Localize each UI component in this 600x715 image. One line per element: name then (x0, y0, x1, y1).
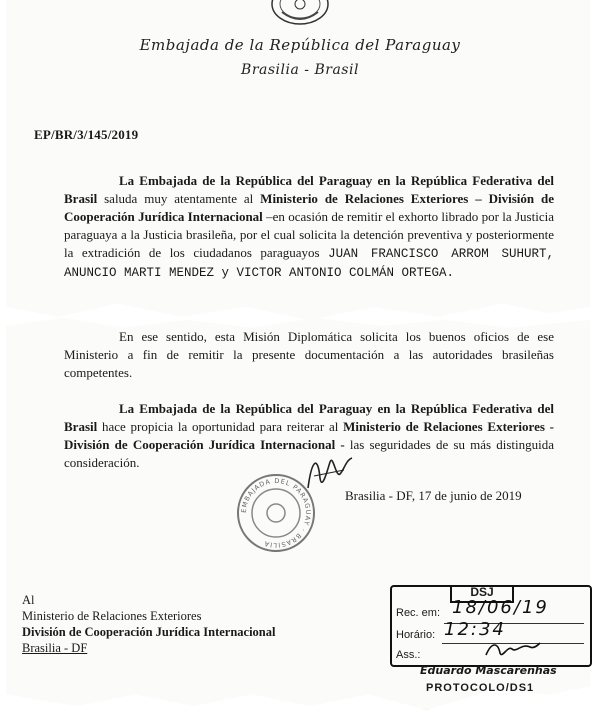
seal-text: EMBAJADA DEL PARAGUAY · BRASILIA (239, 476, 313, 550)
paragraph-1-bold-b: Ministerio de Relaciones Exteriores – División de Cooperación Jurídica Internacional (64, 191, 554, 224)
paragraph-1-text-a: saluda muy atentamente al (97, 191, 261, 206)
addressee-block (22, 592, 275, 656)
stamp-time-label: Horário: (396, 629, 436, 641)
stamp-received-label: Rec. em: (396, 607, 441, 619)
paragraph-2: En ese sentido, esta Misión Diplomática solicita los buenos oficios de ese Ministerio a fin de remitir la presente documentación a las autoridades brasileñas competentes. (64, 329, 554, 380)
stamp-time-value: 12:34 (444, 619, 506, 640)
stamp-received-value: 18/06/19 (452, 597, 549, 618)
dateline: Brasilia - DF, 17 de junio de 2019 (345, 488, 522, 503)
coat-of-arms-icon (268, 0, 332, 26)
addressee-division: División de Cooperación Jurídica Internacional (22, 625, 276, 639)
stamp-signature-label: Ass.: (396, 649, 421, 661)
stamp-initials-icon (482, 639, 542, 661)
paragraph-3-bold-b: Ministerio de Relaciones Exteriores - División de Cooperación Jurídica Internacional - (64, 419, 554, 452)
paragraph-1-text-b: –en ocasión de remitir el exhorto librado por la Justicia paraguaya a la Justicia brasileña, por el cual solicita la detención preventiva y posteriormente la extradición de los ciudadanos paraguayos (64, 209, 554, 260)
paragraph-3-text-b: las seguridades de su más distinguida consideración. (64, 437, 554, 470)
letterhead-embassy: Embajada de la República del Paraguay (139, 36, 461, 54)
paragraph-3-text-a: hace propicia la oportunidad para reiterar al (97, 419, 344, 434)
stamp-header: DSJ (450, 585, 514, 603)
paragraph-1-bold-a: La Embajada de la República del Paraguay en la República Federativa del Brasil (64, 173, 554, 206)
reference-number: EP/BR/3/145/2019 (34, 127, 139, 142)
addressee-prefix: Al (22, 593, 35, 607)
received-stamp (390, 585, 592, 667)
letterhead-city: Brasilia - Brasil (241, 62, 359, 78)
paragraph-1-names: JUAN FRANCISCO ARROM SUHURT, ANUNCIO MARTI MENDEZ y VICTOR ANTONIO COLMÁN ORTEGA. (64, 247, 554, 280)
addressee-ministry: Ministerio de Relaciones Exteriores (22, 609, 202, 623)
paragraph-3-bold-a: La Embajada de la República del Paraguay en la República Federativa del Brasil (64, 401, 554, 434)
stamp-department: PROTOCOLO/DS1 (426, 682, 535, 694)
stamp-officer-name: Eduardo Mascarenhas (420, 664, 557, 677)
addressee-city: Brasilia - DF (22, 641, 88, 655)
paragraph-1 (64, 172, 554, 282)
